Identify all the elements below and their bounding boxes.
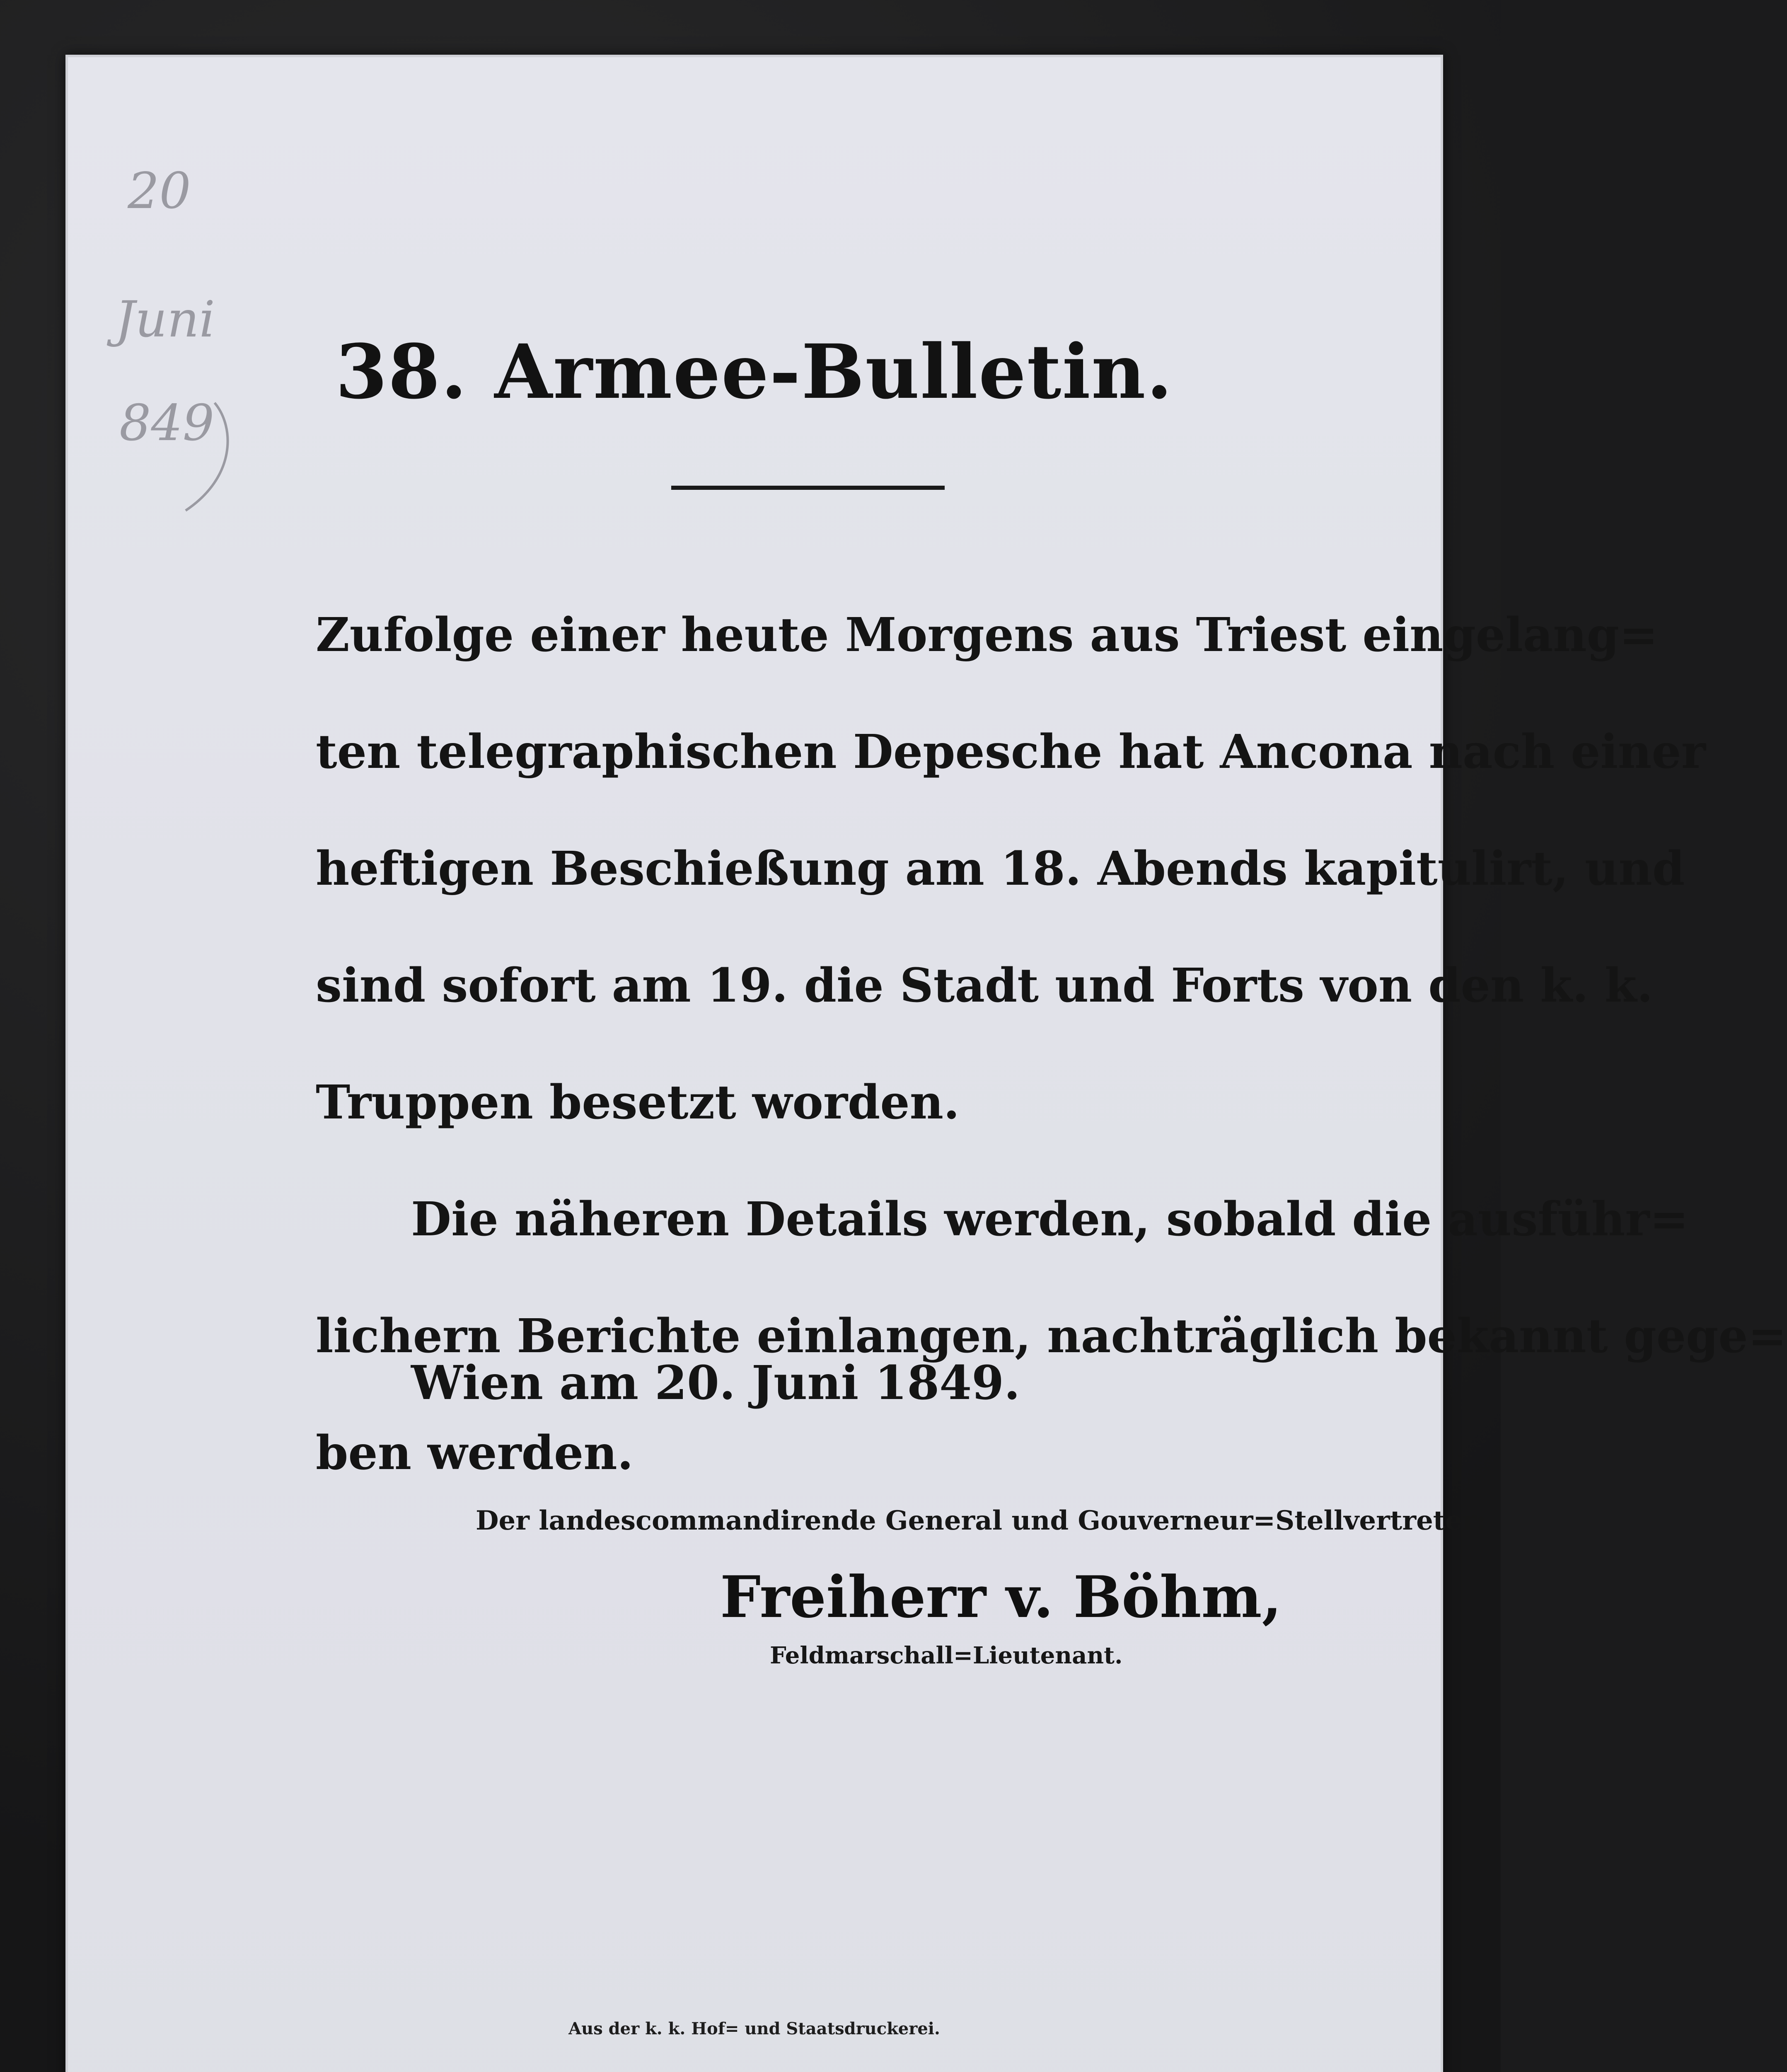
paragraph1-line-4: sind sofort am 19. die Stadt und Forts von den k. k. [316,959,1653,1013]
signatory-name: Freiherr v. Böhm, [720,1563,1282,1631]
paragraph2-line-3: ben werden. [316,1426,634,1480]
paragraph2-line-1: Die näheren Details werden, sobald die ausführ= [411,1192,1689,1247]
pencil-note-year: 849 [119,395,215,452]
poster-sheet [65,55,1787,2072]
pencil-note-month: Juni [115,291,215,349]
paragraph1-line-3: heftigen Beschießung am 18. Abends kapitulirt, und [316,842,1685,896]
paragraph2-line-2: lichern Berichte einlangen, nachträglich bekannt gege= [316,1309,1787,1363]
signature-intro: Der landescommandirende General und Gouverneur=Stellvertreter: [476,1505,1486,1536]
paragraph1-line-2: ten telegraphischen Depesche hat Ancona nach einer [316,725,1706,779]
paragraph1-line-5: Truppen besetzt worden. [316,1075,960,1130]
dateline: Wien am 20. Juni 1849. [411,1356,1020,1410]
title-divider [671,486,945,490]
printer-imprint: Aus der k. k. Hof= und Staatsdruckerei. [568,2019,940,2038]
bulletin-title: 38. Armee-Bulletin. [335,328,1173,416]
signatory-rank: Feldmarschall=Lieutenant. [770,1642,1123,1669]
pencil-note-day: 20 [128,162,191,220]
paragraph1-line-1: Zufolge einer heute Morgens aus Triest eingelang= [316,608,1658,662]
